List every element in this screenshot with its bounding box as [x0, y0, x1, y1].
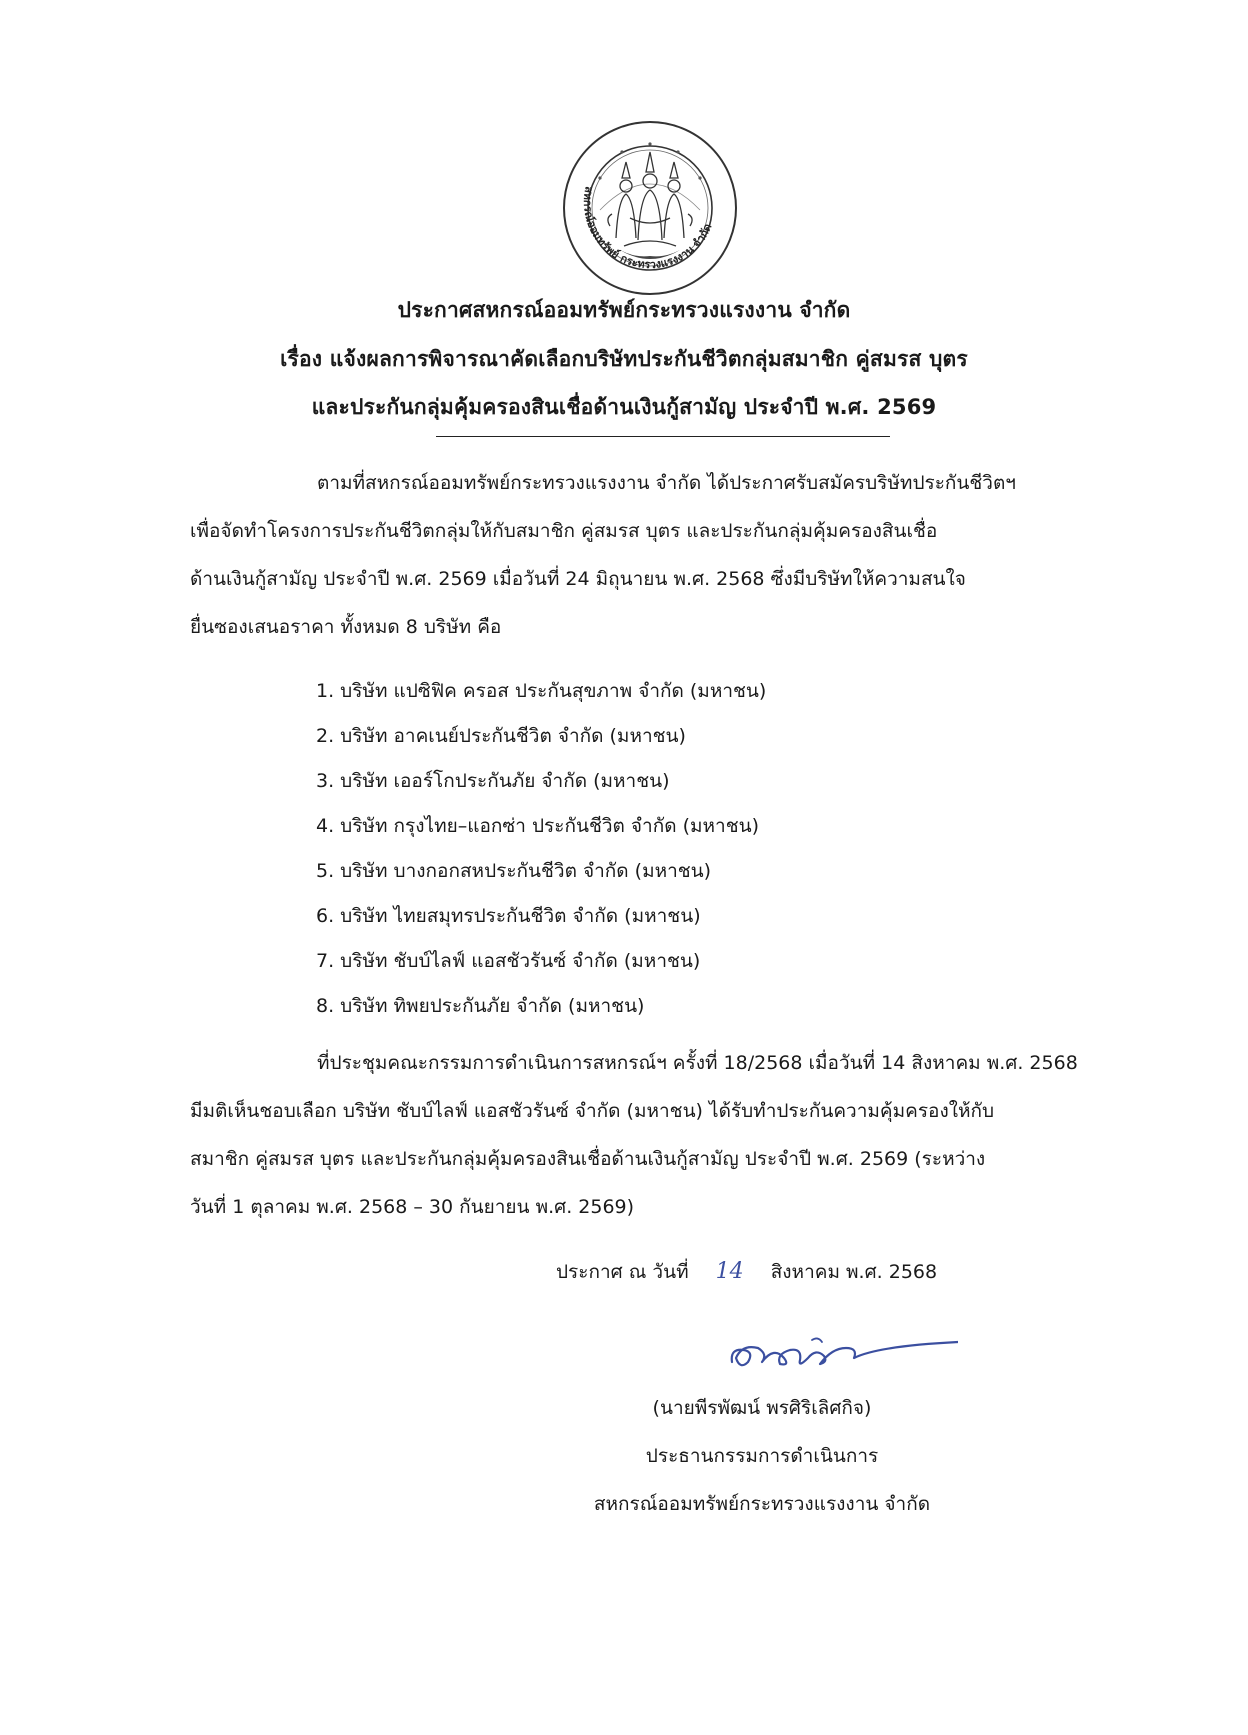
intro-line: ยื่นซองเสนอราคา ทั้งหมด 8 บริษัท คือ [190, 616, 502, 638]
signatory-organization: สหกรณ์ออมทรัพย์กระทรวงแรงงาน จำกัด [593, 1493, 931, 1515]
list-item: 7. บริษัท ชับบ์ไลฟ์ แอสชัวรันซ์ จำกัด (มหาชน) [316, 950, 701, 972]
resolution-line: สมาชิก คู่สมรส บุตร และประกันกลุ่มคุ้มครองสินเชื่อด้านเงินกู้สามัญ ประจำปี พ.ศ. 2569 (ระหว่าง [190, 1148, 986, 1170]
heading-underline [436, 436, 890, 437]
announcement-subject: เรื่อง แจ้งผลการพิจารณาคัดเลือกบริษัทประกันชีวิตกลุ่มสมาชิก คู่สมรส บุตร [280, 347, 968, 371]
signatory-position: ประธานกรรมการดำเนินการ [645, 1445, 879, 1467]
announcement-date-prefix: ประกาศ ณ วันที่ [556, 1261, 689, 1283]
list-item: 2. บริษัท อาคเนย์ประกันชีวิต จำกัด (มหาชน) [316, 725, 686, 747]
list-item: 8. บริษัท ทิพยประกันภัย จำกัด (มหาชน) [316, 995, 645, 1017]
signatory-name: (นายพีรพัฒน์ พรศิริเลิศกิจ) [652, 1397, 872, 1419]
announcement-title: ประกาศสหกรณ์ออมทรัพย์กระทรวงแรงงาน จำกัด [397, 298, 851, 322]
cooperative-seal-emblem [560, 118, 740, 298]
announcement-date-suffix: สิงหาคม พ.ศ. 2568 [770, 1261, 938, 1283]
resolution-line: วันที่ 1 ตุลาคม พ.ศ. 2568 – 30 กันยายน พ.ศ. 2569) [190, 1196, 635, 1218]
seal-ring-text: สหกรณ์ออมทรัพย์ กระทรวงแรงงาน จำกัด [580, 185, 715, 272]
signature-icon [728, 1318, 958, 1378]
resolution-line: มีมติเห็นชอบเลือก บริษัท ชับบ์ไลฟ์ แอสชัวรันซ์ จำกัด (มหาชน) ได้รับทำประกันความคุ้มครองให้กับ [190, 1100, 995, 1122]
intro-line: ด้านเงินกู้สามัญ ประจำปี พ.ศ. 2569 เมื่อวันที่ 24 มิถุนายน พ.ศ. 2568 ซึ่งมีบริษัทให้ความสนใจ [190, 568, 966, 590]
list-item: 6. บริษัท ไทยสมุทรประกันชีวิต จำกัด (มหาชน) [316, 905, 701, 927]
resolution-line: ที่ประชุมคณะกรรมการดำเนินการสหกรณ์ฯ ครั้งที่ 18/2568 เมื่อวันที่ 14 สิงหาคม พ.ศ. 2568 [317, 1052, 1078, 1074]
list-item: 5. บริษัท บางกอกสหประกันชีวิต จำกัด (มหาชน) [316, 860, 712, 882]
intro-line: เพื่อจัดทำโครงการประกันชีวิตกลุ่มให้กับสมาชิก คู่สมรส บุตร และประกันกลุ่มคุ้มครองสินเชื่อ [190, 520, 938, 542]
handwritten-signature [728, 1318, 958, 1378]
list-item: 3. บริษัท เออร์โกประกันภัย จำกัด (มหาชน) [316, 770, 670, 792]
announcement-subject-continued: และประกันกลุ่มคุ้มครองสินเชื่อด้านเงินกู้สามัญ ประจำปี พ.ศ. 2569 [311, 395, 937, 419]
announcement-day-handwritten: 14 [715, 1259, 744, 1284]
list-item: 4. บริษัท กรุงไทย–แอกซ่า ประกันชีวิต จำกัด (มหาชน) [316, 815, 760, 837]
list-item: 1. บริษัท แปซิฟิค ครอส ประกันสุขภาพ จำกัด (มหาชน) [316, 680, 767, 702]
announcement-date [556, 1257, 937, 1287]
intro-line: ตามที่สหกรณ์ออมทรัพย์กระทรวงแรงงาน จำกัด ได้ประกาศรับสมัครบริษัทประกันชีวิตฯ [317, 472, 1016, 494]
seal-emblem-icon [560, 118, 740, 298]
